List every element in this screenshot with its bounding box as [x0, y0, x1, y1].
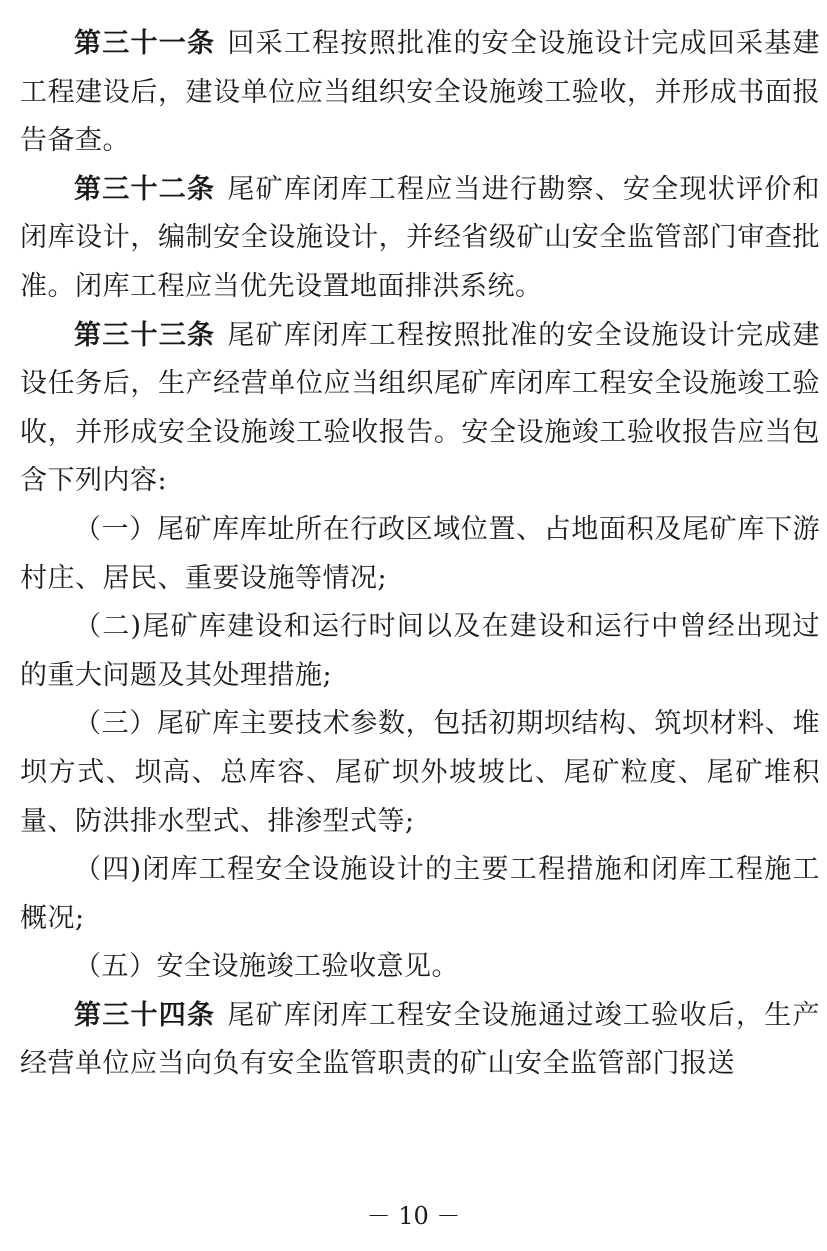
- article-32: [20, 166, 820, 312]
- article-33-heading: 第三十三条: [74, 319, 216, 351]
- article-31-text: 回采工程按照批准的安全设施设计完成回采基建工程建设后，建设单位应当组织安全设施竣工验收，并形成书面报告备查。: [20, 28, 821, 157]
- article-33-text: 尾矿库闭库工程按照批准的安全设施设计完成建设任务后，生产经营单位应当组织尾矿库闭库工程安全设施竣工验收，并形成安全设施竣工验收报告。安全设施竣工验收报告应当包含下列内容:: [20, 319, 821, 497]
- list-item-2: （二)尾矿库建设和运行时间以及在建设和运行中曾经出现过的重大问题及其处理措施;: [20, 611, 820, 691]
- page-number: － 10 －: [366, 1202, 461, 1230]
- article-32-text: 尾矿库闭库工程应当进行勘察、安全现状评价和闭库设计，编制安全设施设计，并经省级矿山安全监管部门审查批准。闭库工程应当优先设置地面排洪系统。: [20, 173, 821, 302]
- article-31: [20, 20, 820, 166]
- list-item-3: （三）尾矿库主要技术参数，包括初期坝结构、筑坝材料、堆坝方式、坝高、总库容、尾矿坝外坡坡比、尾矿粒度、尾矿堆积量、防洪排水型式、排渗型式等;: [20, 708, 820, 837]
- article-33: [20, 312, 820, 506]
- list-item-4: （四)闭库工程安全设施设计的主要工程措施和闭库工程施工概况;: [20, 854, 820, 934]
- article-34-heading: 第三十四条: [74, 999, 216, 1031]
- list-item-1: （一）尾矿库库址所在行政区域位置、占地面积及尾矿库下游村庄、居民、重要设施等情况;: [20, 513, 820, 594]
- article-34-text: 尾矿库闭库工程安全设施通过竣工验收后，生产经营单位应当向负有安全监管职责的矿山安全监管部门报送: [20, 999, 821, 1080]
- article-34: [20, 992, 820, 1089]
- document-body: [20, 20, 820, 1089]
- article-32-heading: 第三十二条: [74, 173, 216, 205]
- list-item-5: （五）安全设施竣工验收意见。: [74, 951, 459, 983]
- article-31-heading: 第三十一条: [74, 28, 216, 59]
